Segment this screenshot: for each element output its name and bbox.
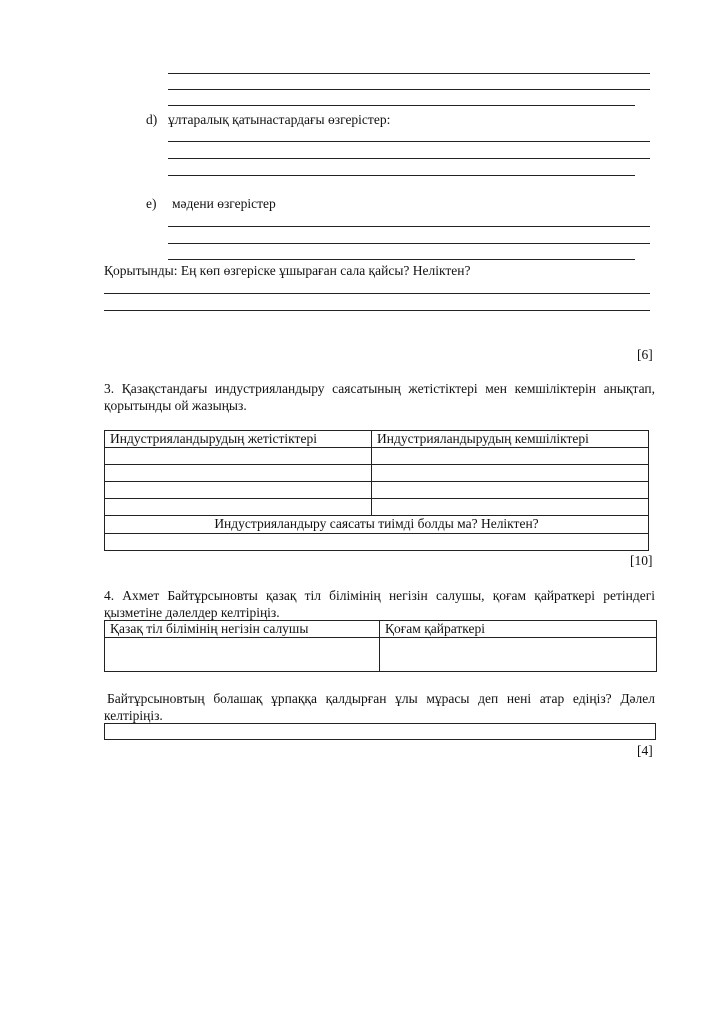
table-cell[interactable] xyxy=(380,638,657,672)
task4-text: 4. Ахмет Байтұрсыновты қазақ тіл білімінің негізін салушы, қоғам қайраткері ретіндегі қызметіне дәлелдер келтіріңіз. xyxy=(104,588,655,620)
table-cell[interactable] xyxy=(105,499,372,516)
answer-box[interactable] xyxy=(104,723,656,740)
answer-line[interactable] xyxy=(168,158,650,159)
score-badge: [10] xyxy=(630,553,653,568)
task4-table xyxy=(104,620,657,672)
section-e-label: мәдени өзгерістер xyxy=(172,196,276,211)
answer-line[interactable] xyxy=(168,141,650,142)
table-cell[interactable] xyxy=(372,482,649,499)
answer-line[interactable] xyxy=(168,259,635,260)
score-badge: [4] xyxy=(637,743,653,758)
task4-followup: Байтұрсыновтың болашақ ұрпаққа қалдырған ұлы мұрасы деп нені атар едіңіз? Дәлел келтіріңіз. xyxy=(104,691,655,723)
table-cell[interactable] xyxy=(105,482,372,499)
table-cell[interactable] xyxy=(372,499,649,516)
task3-col2-header: Индустрияландырудың кемшіліктері xyxy=(372,431,649,448)
task4-col2-header: Қоғам қайраткері xyxy=(380,621,657,638)
task3-question: Индустрияландыру саясаты тиімді болды ма? Неліктен? xyxy=(105,516,649,534)
task3-col1-header: Индустрияландырудың жетістіктері xyxy=(105,431,372,448)
task3-text: 3. Қазақстандағы индустрияландыру саясатының жетістіктері мен кемшіліктерін анықтап, қорытынды ой жазыңыз. xyxy=(104,381,655,413)
task3-table xyxy=(104,430,649,551)
answer-line[interactable] xyxy=(168,175,635,176)
answer-line[interactable] xyxy=(168,226,650,227)
section-d-marker: d) xyxy=(146,112,158,127)
table-cell[interactable] xyxy=(372,448,649,465)
table-cell[interactable] xyxy=(105,465,372,482)
answer-line[interactable] xyxy=(168,243,650,244)
answer-line[interactable] xyxy=(104,293,650,294)
answer-line[interactable] xyxy=(168,73,650,74)
answer-line[interactable] xyxy=(168,89,650,90)
table-cell[interactable] xyxy=(372,465,649,482)
section-e-marker: e) xyxy=(146,196,157,211)
section-d-label: ұлтаралық қатынастардағы өзгерістер: xyxy=(168,112,391,127)
answer-line[interactable] xyxy=(104,310,650,311)
score-badge: [6] xyxy=(637,347,653,362)
table-cell[interactable] xyxy=(105,534,649,551)
conclusion-prompt: Қорытынды: Ең көп өзгеріске ұшыраған сала қайсы? Неліктен? xyxy=(104,263,471,278)
task4-col1-header: Қазақ тіл білімінің негізін салушы xyxy=(105,621,380,638)
table-cell[interactable] xyxy=(105,448,372,465)
table-cell[interactable] xyxy=(105,638,380,672)
answer-line[interactable] xyxy=(168,105,635,106)
